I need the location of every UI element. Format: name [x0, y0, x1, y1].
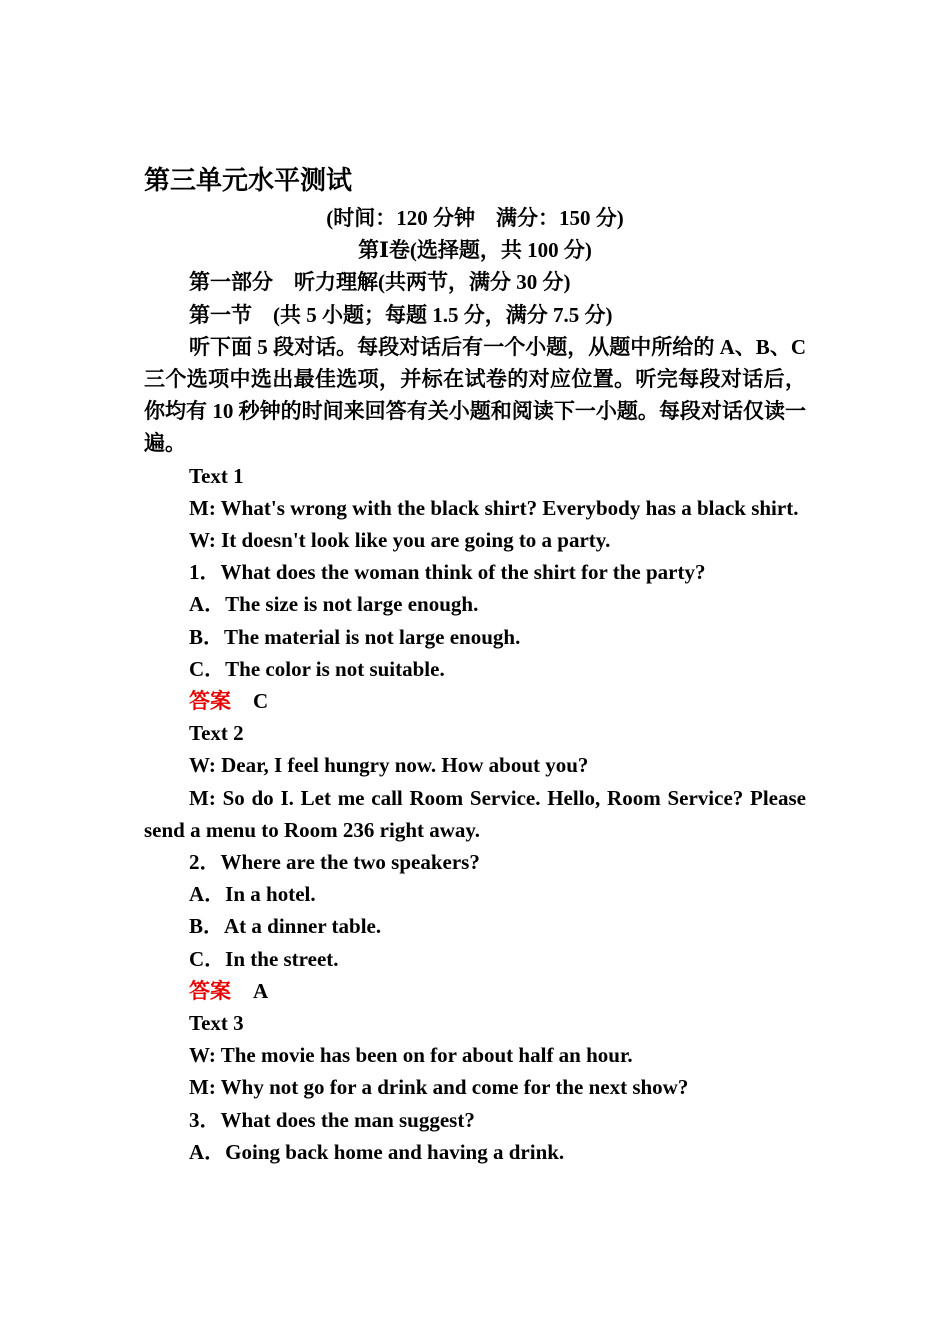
- text-label: Text 2: [189, 721, 244, 746]
- option: C．The color is not suitable.: [189, 656, 445, 681]
- dialog-line: M: So do I. Let me call Room Service. Hello, Room Service? Please send a menu to Room 236 right away.: [144, 785, 806, 842]
- volume-heading: 第Ⅰ卷(选择题，共 100 分): [358, 238, 592, 263]
- option: B．At a dinner table.: [189, 914, 382, 939]
- part-heading: 第一部分 听力理解(共两节，满分 30 分): [189, 270, 571, 295]
- answer-row: [144, 975, 806, 1007]
- option: C．In the street.: [189, 946, 339, 971]
- question: 3．What does the man suggest?: [189, 1107, 475, 1132]
- dialog-line: W: Dear, I feel hungry now. How about you?: [189, 753, 589, 778]
- dialog-line: M: What's wrong with the black shirt? Everybody has a black shirt.: [189, 495, 799, 520]
- text-label: Text 3: [189, 1011, 244, 1036]
- instructions: 听下面 5 段对话。每段对话后有一个小题，从题中所给的 A、B、C 三个选项中选出最佳选项，并标在试卷的对应位置。听完每段对话后，你均有 10 秒钟的时间来回答有关小题和阅读下一小题。每段对话仅读一遍。: [144, 334, 806, 456]
- document-page: [144, 160, 806, 1168]
- option: A．Going back home and having a drink.: [189, 1139, 565, 1164]
- dialog-line: W: It doesn't look like you are going to a party.: [189, 528, 611, 553]
- text-label: Text 1: [189, 463, 244, 488]
- option: B．The material is not large enough.: [189, 624, 521, 649]
- page-title: 第三单元水平测试: [144, 166, 353, 196]
- answer-value: C: [253, 689, 269, 714]
- time-info: (时间：120 分钟 满分：150 分): [326, 206, 624, 230]
- option: A．The size is not large enough.: [189, 592, 479, 617]
- answer-label: 答案: [189, 689, 231, 714]
- question: 2．Where are the two speakers?: [189, 850, 480, 875]
- option: A．In a hotel.: [189, 882, 316, 907]
- question: 1．What does the woman think of the shirt for the party?: [189, 560, 706, 585]
- dialog-line: M: Why not go for a drink and come for the next show?: [189, 1075, 689, 1100]
- dialog-line: W: The movie has been on for about half an hour.: [189, 1043, 633, 1068]
- answer-value: A: [253, 978, 269, 1003]
- section-heading: 第一节 (共 5 小题；每题 1.5 分，满分 7.5 分): [189, 302, 613, 327]
- answer-row: [144, 685, 806, 717]
- answer-label: 答案: [189, 978, 231, 1003]
